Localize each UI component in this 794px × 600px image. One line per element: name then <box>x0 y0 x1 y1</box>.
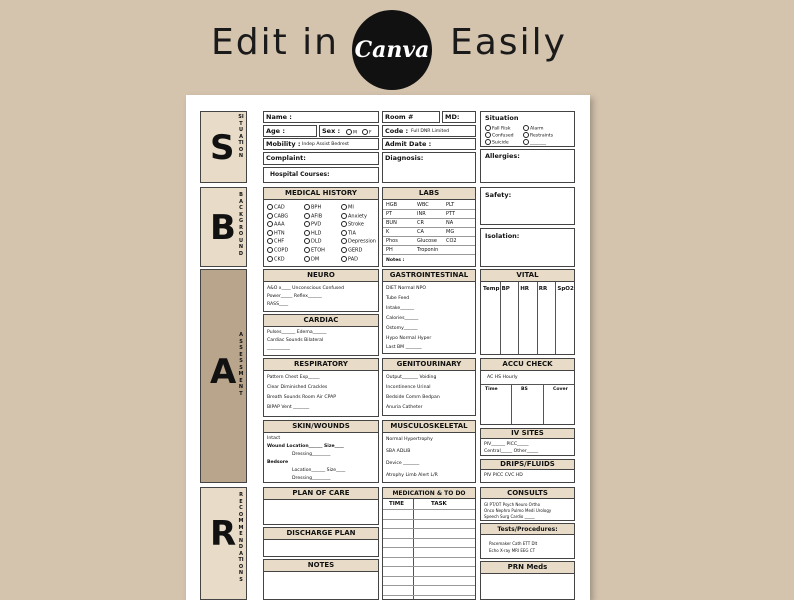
section-a-bar <box>200 269 247 483</box>
lab-label: INR <box>417 211 426 217</box>
medical-history-item-label: CABG <box>274 213 289 220</box>
iv-sites-box <box>480 428 575 456</box>
opt-text: Restraints <box>530 133 554 139</box>
medical-history-item[interactable] <box>341 213 367 220</box>
section-s-bar <box>200 111 247 183</box>
checkbox-icon <box>523 132 529 138</box>
checkbox-icon <box>341 230 347 236</box>
iv-line-1: PIV______ PICC_____ <box>484 442 529 447</box>
gi-line-7: Last BM _______ <box>386 345 422 350</box>
cardiac-line-3: __________ <box>267 346 290 351</box>
lab-label: NA <box>446 220 454 226</box>
admit-date-field[interactable] <box>382 138 476 150</box>
radio-icon <box>362 129 368 135</box>
gi-line-3: Intake______ <box>386 306 414 311</box>
checkbox-icon <box>304 247 310 253</box>
med-row-line <box>383 528 475 529</box>
lab-label: Glucose <box>417 238 437 244</box>
neuro-box <box>263 269 379 312</box>
checkbox-icon <box>304 213 310 219</box>
vital-box <box>480 269 575 355</box>
medical-history-item[interactable] <box>304 230 321 237</box>
plan-of-care-box[interactable] <box>263 487 379 525</box>
med-row-line <box>383 519 475 520</box>
opt-text: Alarm <box>530 126 544 132</box>
code-label: Code : <box>385 127 409 135</box>
checkbox-icon <box>341 256 347 262</box>
canva-logo: Canva <box>352 10 432 90</box>
lab-label: CO2 <box>446 238 457 244</box>
lab-row-line <box>383 209 475 210</box>
msk-title: MUSCULOSKELETAL <box>383 421 475 433</box>
checkbox-icon <box>304 256 310 262</box>
gu-line-4: Anuria Catheter <box>386 405 423 410</box>
notes-title: NOTES <box>264 560 378 572</box>
accu-check-title: ACCU CHECK <box>481 359 574 371</box>
iv-line-2: Central_____ Other_____ <box>484 449 539 454</box>
checkbox-icon <box>485 139 491 145</box>
section-b-letter: B <box>210 208 236 248</box>
gi-line-1: DIET Normal NPO <box>386 286 426 291</box>
lab-row-line <box>383 218 475 219</box>
isolation-label: Isolation: <box>485 232 520 240</box>
medical-history-item[interactable] <box>304 204 321 211</box>
situation-title: Situation <box>485 114 519 122</box>
age-label: Age : <box>266 127 285 135</box>
checkbox-icon <box>267 221 273 227</box>
md-label: MD: <box>445 113 460 121</box>
sex-label: Sex : <box>322 127 341 135</box>
room-field[interactable] <box>382 111 440 123</box>
cardiac-line-2: Cardiac Sounds Bilateral <box>267 338 324 343</box>
skin-line-5: Location______ Size____ <box>292 468 346 473</box>
med-col-time: TIME <box>389 501 405 507</box>
skin-wounds-box <box>263 420 379 483</box>
lab-row-line <box>383 227 475 228</box>
section-r-bar <box>200 487 247 600</box>
gi-line-2: Tube Feed <box>386 296 410 301</box>
skin-line-2: Wound Location______ Size____ <box>267 444 344 449</box>
checkbox-icon <box>304 238 310 244</box>
medical-history-item[interactable] <box>341 256 358 263</box>
med-row-line <box>383 576 475 577</box>
section-a-letter: A <box>210 352 237 392</box>
msk-line-4: Atrophy Limb Alert L/R <box>386 473 438 478</box>
tests-line-2: Echo X-ray MRI EEG CT <box>489 548 536 553</box>
accu-col-bs: BS <box>521 387 528 392</box>
lab-label: MG <box>446 229 455 235</box>
iv-sites-title: IV SITES <box>481 429 574 439</box>
respiratory-line-2: Clear Diminished Crackles <box>267 385 328 390</box>
sex-f-option[interactable] <box>362 129 372 136</box>
gu-line-2: Incontinence Urinal <box>386 385 431 390</box>
section-s-word: SITUATION <box>238 114 244 159</box>
medical-history-item[interactable] <box>304 238 322 245</box>
medical-history-item-label: AAA <box>274 221 285 228</box>
skin-line-3: Dressing________ <box>292 452 331 457</box>
med-col-task: TASK <box>431 501 447 507</box>
gu-line-3: Bedside Comm Bedpan <box>386 395 440 400</box>
med-row-line <box>383 557 475 558</box>
checkbox-icon <box>341 204 347 210</box>
opt-text: Fall Risk <box>492 126 511 132</box>
medical-history-item-label: ETOH <box>311 247 325 254</box>
vital-column-label: RR <box>538 286 548 292</box>
neuro-title: NEURO <box>264 270 378 282</box>
gi-box <box>382 269 476 354</box>
drips-line: PIV PICC CVC HD <box>484 473 523 478</box>
isolation-field[interactable] <box>480 228 575 267</box>
lab-label: PT <box>386 211 393 217</box>
diagnosis-label: Diagnosis: <box>385 154 424 162</box>
labs-notes-label: Notes : <box>386 258 405 263</box>
respiratory-line-1: Pattern Chest Exp_____ <box>267 375 320 380</box>
msk-line-1: Normal Hypertrophy <box>386 437 433 442</box>
skin-wounds-title: SKIN/WOUNDS <box>264 421 378 433</box>
tests-procedures-title: Tests/Procedures: <box>481 524 574 535</box>
section-r-letter: R <box>210 514 237 554</box>
opt-text: _______ <box>530 140 547 146</box>
gi-line-6: Hypo Normal Hyper <box>386 336 432 341</box>
checkbox-icon <box>304 221 310 227</box>
consults-line-3: Speech Surg Cardio _____ <box>484 514 535 519</box>
medical-history-item-label: CAD <box>274 204 285 211</box>
medical-history-item-label: HTN <box>274 230 285 237</box>
hospital-course-field[interactable] <box>263 167 379 183</box>
consults-title: CONSULTS <box>481 488 574 499</box>
lab-label: PTT <box>446 211 456 217</box>
accu-col-time: Time <box>485 387 498 392</box>
lab-label: K <box>386 229 390 235</box>
complaint-field[interactable] <box>263 152 379 165</box>
md-field[interactable] <box>442 111 476 123</box>
checkbox-icon <box>341 238 347 244</box>
medical-history-item[interactable] <box>267 238 284 245</box>
med-row-line <box>383 566 475 567</box>
checkbox-icon <box>267 204 273 210</box>
med-col-divider <box>413 499 414 599</box>
accu-check-box <box>480 358 575 425</box>
medical-history-item-label: GERD <box>348 247 363 254</box>
lab-label: Troponin <box>417 247 439 253</box>
opt-text: Confused <box>492 133 514 139</box>
lab-label: Phos <box>386 238 398 244</box>
msk-line-3: Device _______ <box>386 461 420 466</box>
banner <box>0 0 794 92</box>
medical-history-item-label: MI <box>348 204 354 211</box>
medical-history-item[interactable] <box>267 247 288 254</box>
situation-opt-6[interactable] <box>523 139 546 146</box>
med-row-line <box>383 585 475 586</box>
situation-opt-2[interactable] <box>485 132 514 139</box>
room-label: Room # <box>385 113 414 121</box>
checkbox-icon <box>523 139 529 145</box>
cardiac-title: CARDIAC <box>264 315 378 327</box>
medical-history-item-label: Stroke <box>348 221 364 228</box>
lab-label: BUN <box>386 220 397 226</box>
section-b-word: BACKGROUND <box>238 192 244 257</box>
checkbox-icon <box>341 213 347 219</box>
medical-history-item[interactable] <box>304 213 322 220</box>
vital-column-label: HR <box>520 286 530 292</box>
medical-history-item[interactable] <box>267 230 285 237</box>
medical-history-item-label: Anxiety <box>348 213 367 220</box>
lab-row-line <box>383 254 475 255</box>
vital-column-divider <box>537 282 538 354</box>
sex-m-text: M <box>353 130 357 136</box>
consults-line-1: GI PT/OT Psych Neuro Ortho <box>484 502 541 507</box>
lab-label: CR <box>417 220 424 226</box>
med-row-line <box>383 595 475 596</box>
consults-line-2: Onco Nephro Pulmo Medi Urology <box>484 508 552 513</box>
cardiac-line-1: Pulses______ Edema______ <box>267 330 327 335</box>
medical-history-item-label: PVD <box>311 221 322 228</box>
sex-field[interactable] <box>319 125 379 137</box>
gi-title: GASTROINTESTINAL <box>383 270 475 282</box>
labs-title: LABS <box>383 188 475 200</box>
lab-label: WBC <box>417 202 429 208</box>
complaint-label: Complaint: <box>266 154 306 162</box>
medical-history-box <box>263 187 379 267</box>
section-s-letter: S <box>210 128 235 168</box>
neuro-line-2: Power_____ Reflex______ <box>267 294 322 299</box>
lab-label: HGB <box>386 202 398 208</box>
medical-history-item[interactable] <box>341 221 364 228</box>
lab-label: PLT <box>446 202 455 208</box>
skin-line-6: Dressing________ <box>292 476 331 481</box>
plan-of-care-title: PLAN OF CARE <box>264 488 378 500</box>
medical-history-item[interactable] <box>341 230 356 237</box>
allergies-label: Allergies: <box>485 152 520 160</box>
situation-opt-1[interactable] <box>485 125 511 132</box>
medical-history-item-label: TIA <box>348 230 356 237</box>
respiratory-line-4: BIPAP Vent _______ <box>267 405 310 410</box>
accu-divider <box>481 384 574 385</box>
prn-meds-box[interactable] <box>480 561 575 600</box>
gi-line-4: Calories______ <box>386 316 419 321</box>
msk-box <box>382 420 476 483</box>
medical-history-item[interactable] <box>267 221 285 228</box>
section-r-word: RECOMMENDATIONS <box>238 492 244 583</box>
banner-right-text: Easily <box>450 22 567 63</box>
medical-history-item-label: AFIB <box>311 213 323 220</box>
medical-history-item[interactable] <box>341 247 362 254</box>
lab-label: CA <box>417 229 424 235</box>
situation-box <box>480 111 575 147</box>
checkbox-icon <box>523 125 529 131</box>
lab-row-line <box>383 236 475 237</box>
allergies-field[interactable] <box>480 149 575 183</box>
medical-history-item-label: DM <box>311 256 320 263</box>
vital-column-label: BP <box>501 286 510 292</box>
mobility-label: Mobility : <box>266 140 301 148</box>
sex-f-text: F <box>369 130 372 136</box>
checkbox-icon <box>341 247 347 253</box>
checkbox-icon <box>267 213 273 219</box>
opt-text: Suicide <box>492 140 509 146</box>
respiratory-line-3: Breath Sounds Room Air CPAP <box>267 395 336 400</box>
neuro-line-1: A&O x____ Unconscious Confused <box>267 286 345 291</box>
skin-line-1: Intact <box>267 436 281 441</box>
medical-history-item[interactable] <box>304 247 325 254</box>
name-field[interactable] <box>263 111 379 123</box>
medical-history-item-label: CKD <box>274 256 285 263</box>
medical-history-item[interactable] <box>267 213 288 220</box>
checkbox-icon <box>485 125 491 131</box>
vital-column-divider <box>500 282 501 354</box>
sbar-sheet <box>186 95 590 600</box>
hospital-course-label: Hospital Courses: <box>270 171 330 178</box>
accu-check-options: AC HS Hourly <box>487 375 518 380</box>
accu-col-divider <box>511 384 512 424</box>
radio-icon <box>346 129 352 135</box>
vital-column-divider <box>518 282 519 354</box>
medical-history-item[interactable] <box>267 256 285 263</box>
medical-history-item-label: DLD <box>311 238 322 245</box>
vital-column-divider <box>555 282 556 354</box>
situation-opt-4[interactable] <box>523 125 544 132</box>
checkbox-icon <box>267 238 273 244</box>
checkbox-icon <box>304 204 310 210</box>
discharge-plan-box[interactable] <box>263 527 379 557</box>
medical-history-item[interactable] <box>341 238 376 245</box>
section-a-word: ASSESSMENT <box>238 332 244 397</box>
diagnosis-field[interactable] <box>382 152 476 183</box>
lab-label: PH <box>386 247 393 253</box>
respiratory-title: RESPIRATORY <box>264 359 378 371</box>
safety-field[interactable] <box>480 187 575 225</box>
tests-line-1: Pacemaker Cath ETT Dlt <box>489 541 538 546</box>
vital-column-label: SpO2 <box>557 286 574 292</box>
code-field[interactable] <box>382 125 476 137</box>
gu-box <box>382 358 476 416</box>
notes-box[interactable] <box>263 559 379 600</box>
checkbox-icon <box>485 132 491 138</box>
mobility-options: Indep Assist Bedrest <box>302 142 349 147</box>
safety-label: Safety: <box>485 191 512 199</box>
checkbox-icon <box>267 256 273 262</box>
admit-date-label: Admit Date : <box>385 140 432 148</box>
discharge-plan-title: DISCHARGE PLAN <box>264 528 378 540</box>
med-row-line <box>383 509 475 510</box>
sex-m-option[interactable] <box>346 129 357 136</box>
medical-history-item[interactable] <box>267 204 285 211</box>
med-row-line <box>383 538 475 539</box>
medical-history-item-label: PAD <box>348 256 358 263</box>
mobility-field[interactable] <box>263 138 379 150</box>
medication-todo-title: MEDICATION & TO DO <box>383 488 475 499</box>
medical-history-item[interactable] <box>341 204 354 211</box>
neuro-line-3: RASS____ <box>267 302 289 307</box>
situation-opt-3[interactable] <box>485 139 509 146</box>
gu-title: GENITOURINARY <box>383 359 475 371</box>
vital-column-label: Temp <box>483 286 500 292</box>
medical-history-item-label: COPD <box>274 247 289 254</box>
medication-todo-box <box>382 487 476 600</box>
drips-fluids-title: DRIPS/FLUIDS <box>481 460 574 470</box>
medical-history-item-label: CHF <box>274 238 285 245</box>
msk-line-2: SBA ADLIB <box>386 449 411 454</box>
medical-history-item-label: BPH <box>311 204 322 211</box>
code-options: Full DNR Limited <box>411 129 450 134</box>
medical-history-item[interactable] <box>304 256 319 263</box>
medical-history-item-label: Depression <box>348 238 376 245</box>
prn-meds-title: PRN Meds <box>481 562 574 574</box>
checkbox-icon <box>304 230 310 236</box>
vital-title: VITAL <box>481 270 574 282</box>
banner-left-text: Edit in <box>211 22 339 63</box>
medical-history-item-label: HLD <box>311 230 322 237</box>
age-field[interactable] <box>263 125 317 137</box>
consults-box <box>480 487 575 521</box>
name-label: Name : <box>266 113 292 121</box>
med-row-line <box>383 547 475 548</box>
gi-line-5: Ostomy______ <box>386 326 418 331</box>
gu-line-1: Output_______ Voiding <box>386 375 437 380</box>
checkbox-icon <box>267 230 273 236</box>
situation-opt-5[interactable] <box>523 132 553 139</box>
labs-box <box>382 187 476 267</box>
cardiac-box <box>263 314 379 356</box>
checkbox-icon <box>267 247 273 253</box>
checkbox-icon <box>341 221 347 227</box>
lab-row-line <box>383 245 475 246</box>
accu-col-cover: Cover <box>553 387 568 392</box>
medical-history-item[interactable] <box>304 221 321 228</box>
tests-procedures-box <box>480 523 575 559</box>
skin-line-4: Bedsore <box>267 460 289 465</box>
respiratory-box <box>263 358 379 417</box>
medical-history-title: MEDICAL HISTORY <box>264 188 378 200</box>
section-b-bar <box>200 187 247 267</box>
drips-fluids-box <box>480 459 575 483</box>
accu-col-divider <box>543 384 544 424</box>
